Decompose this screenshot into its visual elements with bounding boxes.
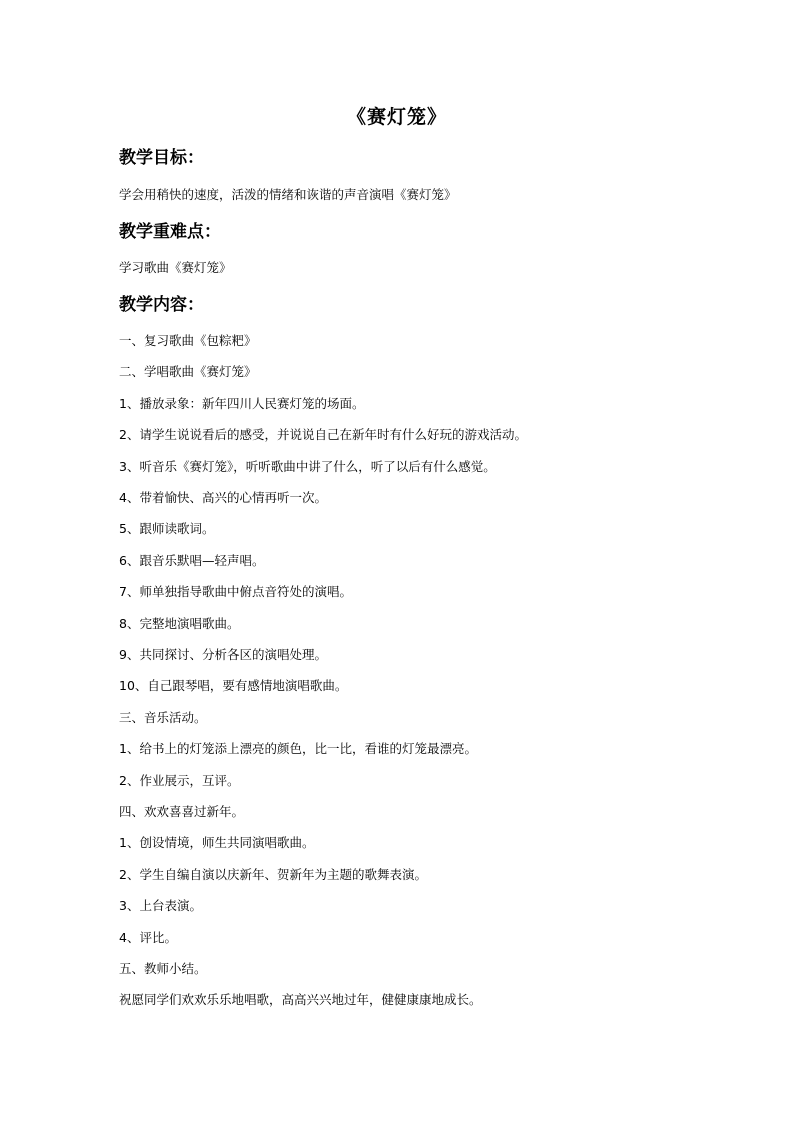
- content-line: 7、师单独指导歌曲中俯点音符处的演唱。: [119, 584, 352, 599]
- content-line: 9、共同探讨、分析各区的演唱处理。: [119, 647, 327, 662]
- content-line: 4、带着愉快、高兴的心情再听一次。: [119, 490, 327, 505]
- goal-heading: 教学目标：: [119, 148, 204, 168]
- content-line: 3、上台表演。: [119, 898, 202, 913]
- content-line: 四、欢欢喜喜过新年。: [119, 804, 245, 819]
- content-line: 1、创设情境，师生共同演唱歌曲。: [119, 835, 315, 850]
- content-line: 祝愿同学们欢欢乐乐地唱歌，高高兴兴地过年，健健康康地成长。: [119, 992, 482, 1007]
- content-line: 二、学唱歌曲《赛灯笼》: [119, 364, 257, 379]
- content-line: 6、跟音乐默唱—轻声唱。: [119, 553, 265, 568]
- content-line: 3、听音乐《赛灯笼》，听听歌曲中讲了什么，听了以后有什么感觉。: [119, 459, 496, 474]
- goal-text: 学会用稍快的速度，活泼的情绪和诙谐的声音演唱《赛灯笼》: [119, 187, 457, 202]
- document-title: 《赛灯笼》: [346, 106, 447, 128]
- content-line: 8、完整地演唱歌曲。: [119, 616, 240, 631]
- content-line: 1、给书上的灯笼添上漂亮的颜色，比一比，看谁的灯笼最漂亮。: [119, 741, 477, 756]
- content-line: 五、教师小结。: [119, 961, 207, 976]
- key-text: 学习歌曲《赛灯笼》: [119, 260, 232, 275]
- content-line: 10、自己跟琴唱，要有感情地演唱歌曲。: [119, 678, 348, 693]
- content-line: 1、播放录象：新年四川人民赛灯笼的场面。: [119, 396, 365, 411]
- content-line: 一、复习歌曲《包粽粑》: [119, 333, 257, 348]
- content-line: 三、音乐活动。: [119, 710, 207, 725]
- content-line: 5、跟师读歌词。: [119, 521, 215, 536]
- content-line: 2、作业展示，互评。: [119, 773, 240, 788]
- key-heading: 教学重难点：: [119, 222, 221, 242]
- content-line: 2、学生自编自演以庆新年、贺新年为主题的歌舞表演。: [119, 867, 427, 882]
- content-line: 4、评比。: [119, 930, 177, 945]
- content-heading: 教学内容：: [119, 295, 204, 315]
- content-line: 2、请学生说说看后的感受，并说说自己在新年时有什么好玩的游戏活动。: [119, 427, 527, 442]
